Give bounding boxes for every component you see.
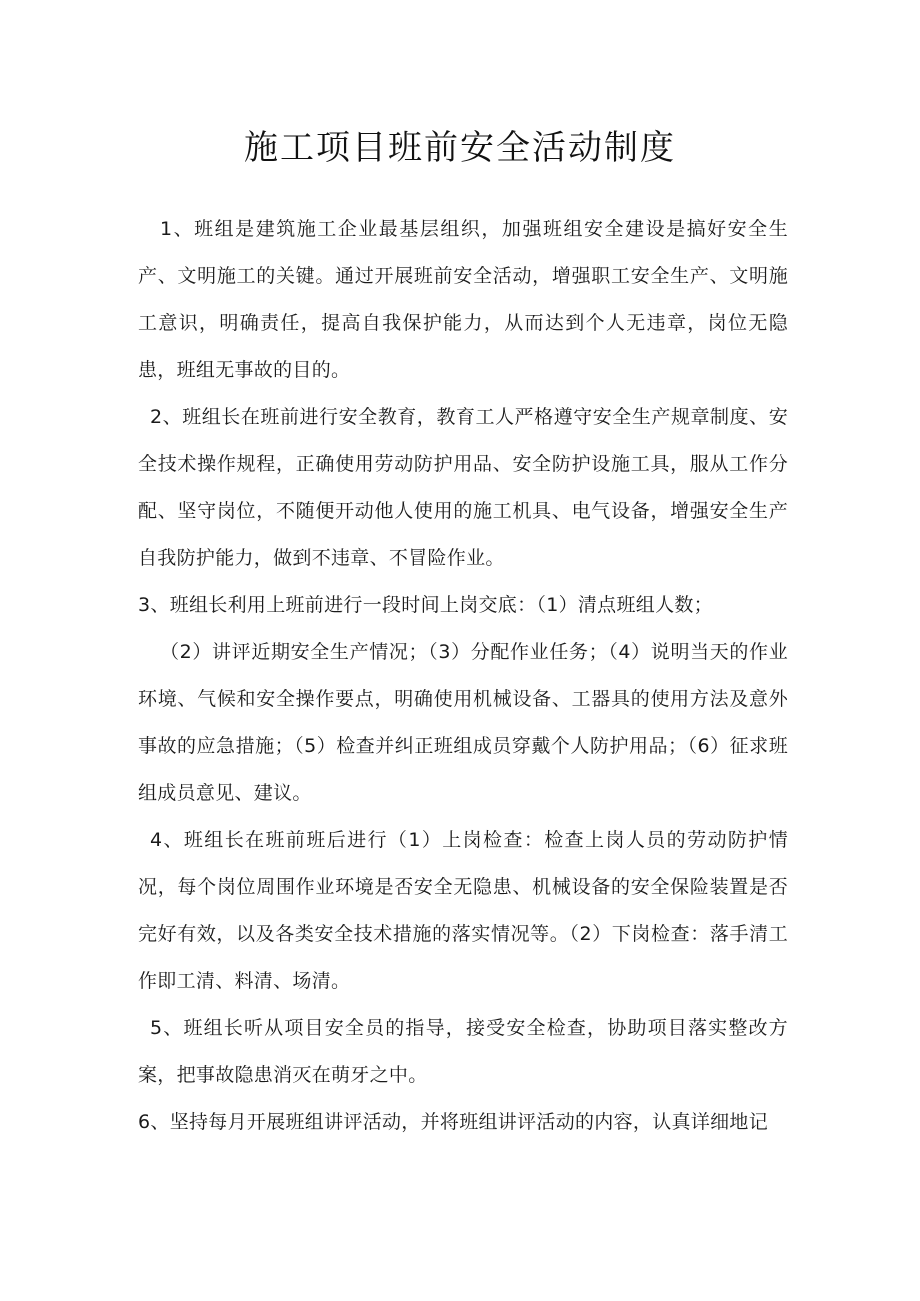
document-body — [138, 206, 788, 1146]
paragraph-3: 3、班组长利用上班前进行一段时间上岗交底：（1）清点班组人数； — [138, 594, 713, 616]
paragraph-4: 4、班组长在班前班后进行（1）上岗检查：检查上岗人员的劳动防护情况，每个岗位周围作业环境是否安全无隐患、机械设备的安全保险装置是否完好有效，以及各类安全技术措施的落实情况等。（2）下岗检查：落手清工作即工清、料清、场清。 — [138, 829, 788, 992]
paragraph-6: 6、坚持每月开展班组讲评活动，并将班组讲评活动的内容，认真详细地记 — [138, 1111, 768, 1133]
paragraph-1: 1、班组是建筑施工企业最基层组织，加强班组安全建设是搞好安全生产、文明施工的关键。通过开展班前安全活动，增强职工安全生产、文明施工意识，明确责任，提高自我保护能力，从而达到个人无违章，岗位无隐患，班组无事故的目的。 — [138, 218, 788, 381]
paragraph-3-continued: （2）讲评近期安全生产情况；（3）分配作业任务；（4）说明当天的作业环境、气候和安全操作要点，明确使用机械设备、工器具的使用方法及意外事故的应急措施；（5）检查并纠正班组成员穿戴个人防护用品；（6）征求班组成员意见、建议。 — [138, 641, 788, 804]
document-title: 施工项目班前安全活动制度 — [244, 128, 676, 168]
paragraph-2: 2、班组长在班前进行安全教育，教育工人严格遵守安全生产规章制度、安全技术操作规程，正确使用劳动防护用品、安全防护设施工具，服从工作分配、坚守岗位，不随便开动他人使用的施工机具、电气设备，增强安全生产自我防护能力，做到不违章、不冒险作业。 — [138, 406, 788, 569]
paragraph-5: 5、班组长听从项目安全员的指导，接受安全检查，协助项目落实整改方案，把事故隐患消灭在萌牙之中。 — [138, 1017, 788, 1086]
